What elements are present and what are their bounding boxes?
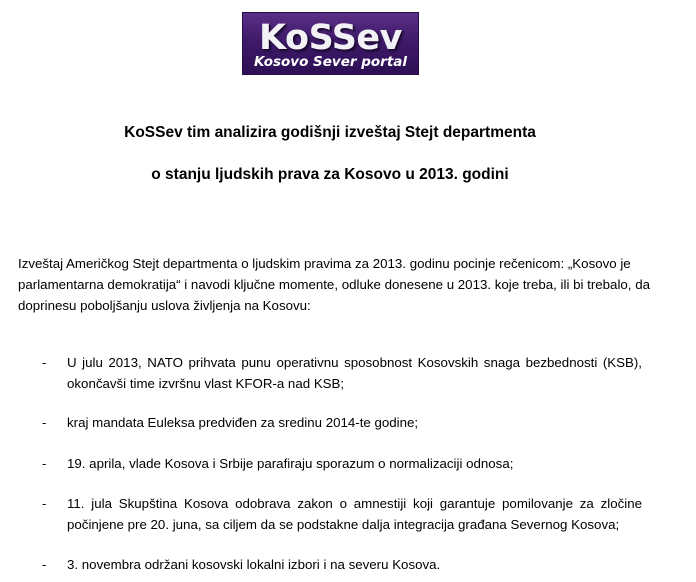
list-item-text: kraj mandata Euleksa predviđen za sredinu 2014-te godine; (67, 415, 419, 430)
bullet-dash: - (42, 456, 47, 471)
list-item-text: 19. aprila, vlade Kosova i Srbije parafiraju sporazum o normalizaciji odnosa; (67, 456, 514, 471)
logo-tagline: Kosovo Sever portal (253, 54, 408, 70)
bullet-dash: - (42, 557, 47, 572)
list-item-text: 3. novembra održani kosovski lokalni izbori i na severu Kosova. (67, 557, 441, 572)
logo-wordmark: KoSSev (259, 18, 402, 58)
kossev-logo (242, 12, 419, 75)
document-title-line-1: KoSSev tim analizira godišnji izveštaj Stejt departmenta (124, 124, 536, 141)
bullet-dash: - (42, 355, 47, 370)
bullet-dash: - (42, 415, 47, 430)
intro-paragraph: Izveštaj Američkog Stejt departmenta o ljudskim pravima za 2013. godinu pocinje rečenicom: „Kosovo je parlamentarna demokratija“ i navodi ključne momente, odluke donesene u 2013. koje treba, ili bi trebalo, da doprinesu poboljšanju uslova življenja na Kosovu: (18, 256, 650, 313)
bullet-dash: - (42, 496, 47, 511)
document-title-line-2: o stanju ljudskih prava za Kosovo u 2013. godini (151, 166, 509, 183)
list-item-text: 11. jula Skupština Kosova odobrava zakon o amnestiji koji garantuje pomilovanje za zločine počinjene pre 20. juna, sa ciljem da se podstakne dalja integracija građana Severnog Kosova; (67, 496, 642, 532)
list-item-text: U julu 2013, NATO prihvata punu operativnu sposobnost Kosovskih snaga bezbednosti (KSB), okončavši time izvršnu vlast KFOR-a nad KSB; (67, 355, 642, 391)
